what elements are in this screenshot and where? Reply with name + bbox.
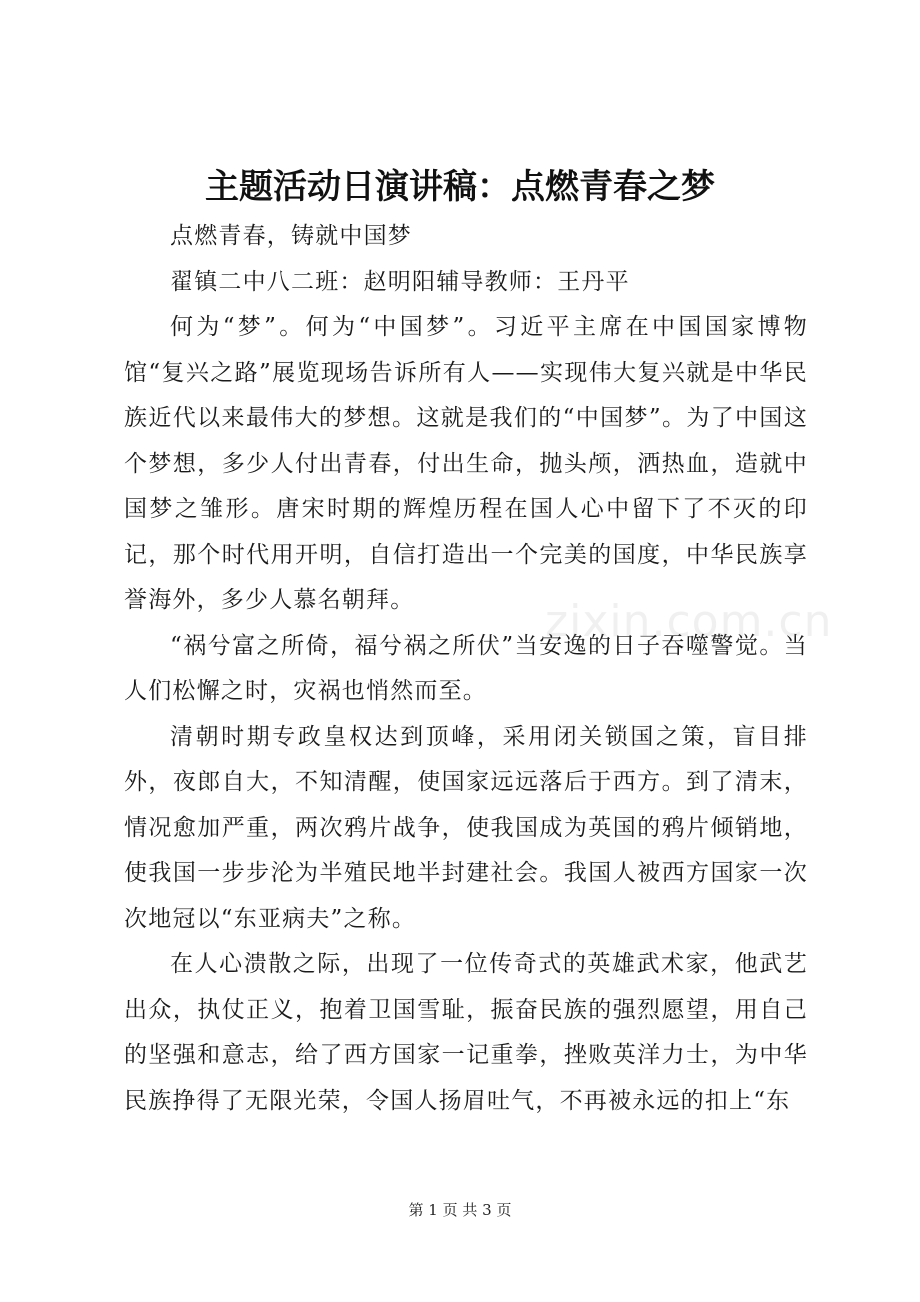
page-footer: 第 1 页 共 3 页: [408, 1201, 512, 1219]
author-paragraph: 翟镇二中八二班：赵明阳辅导教师：王丹平: [170, 268, 630, 295]
body-paragraph: 清朝时期专政皇权达到顶峰，采用闭关锁国之策，盲目排外，夜郎自大，不知清醒，使国家远远落后于西方。到了清末，情况愈加严重，两次鸦片战争，使我国成为英国的鸦片倾销地，使我国一步步沦为半殖民地半封建社会。我国人被西方国家一次次地冠以“东亚病夫”之称。: [124, 723, 808, 932]
body-paragraph: “祸兮富之所倚，福兮祸之所伏”当安逸的日子吞噬警觉。当人们松懈之时，灾祸也悄然而至。: [124, 632, 808, 704]
body-paragraph: 何为“梦”。何为“中国梦”。习近平主席在中国国家博物馆“复兴之路”展览现场告诉所有人——实现伟大复兴就是中华民族近代以来最伟大的梦想。这就是我们的“中国梦”。为了中国这个梦想，多少人付出青春，付出生命，抛头颅，洒热血，造就中国梦之雏形。唐宋时期的辉煌历程在国人心中留下了不灭的印记，那个时代用开明，自信打造出一个完美的国度，中华民族享誉海外，多少人慕名朝拜。: [124, 314, 808, 613]
body-paragraph: 在人心溃散之际，出现了一位传奇式的英雄武术家，他武艺出众，执仗正义，抱着卫国雪耻，振奋民族的强烈愿望，用自己的坚强和意志，给了西方国家一记重拳，挫败英洋力士，为中华民族挣得了无限光荣，令国人扬眉吐气，不再被永远的扣上“东: [124, 951, 808, 1114]
subtitle-paragraph: 点燃青春，铸就中国梦: [170, 223, 412, 249]
watermark: zixin.com.cn: [545, 596, 833, 647]
document-title: 主题活动日演讲稿：点燃青春之梦: [205, 167, 715, 207]
document-body: [124, 214, 808, 1124]
